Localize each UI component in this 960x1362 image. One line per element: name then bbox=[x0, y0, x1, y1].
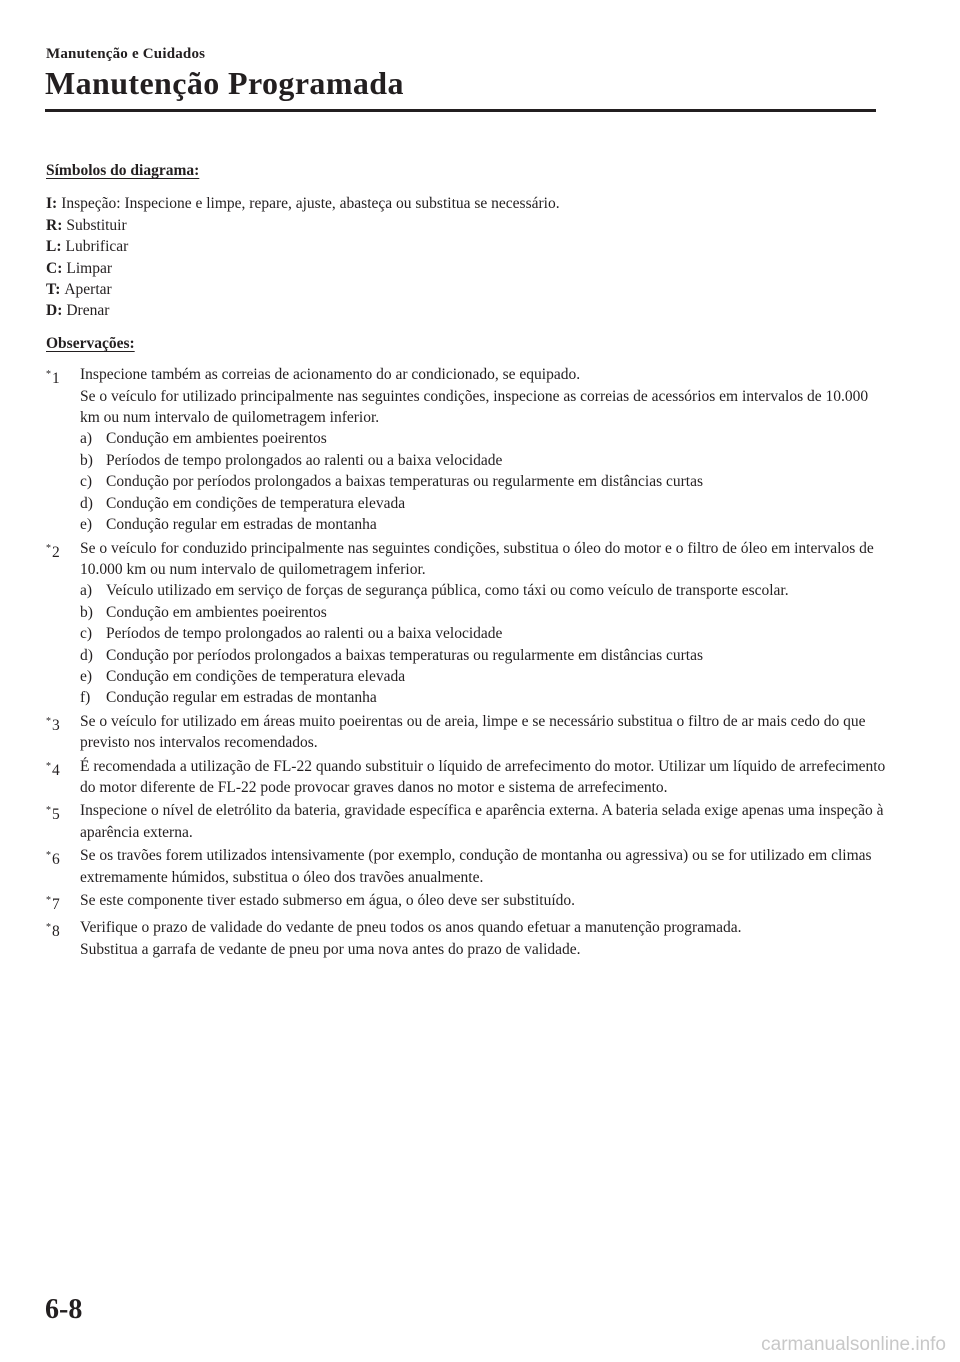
note-text: Substitua a garrafa de vedante de pneu por uma nova antes do prazo de validade. bbox=[80, 940, 581, 958]
note-text: Inspecione também as correias de acionamento do ar condicionado, se equipado. bbox=[80, 366, 581, 384]
note-body bbox=[80, 538, 886, 709]
condition-text: Veículo utilizado em serviço de forças de segurança pública, como táxi ou como veículo de transporte escolar. bbox=[106, 582, 789, 600]
note-asterisk: * bbox=[46, 805, 51, 817]
note-item bbox=[46, 756, 886, 799]
note-marker bbox=[46, 711, 80, 754]
note-item bbox=[46, 917, 886, 960]
note-text: Se os travões forem utilizados intensivamente (por exemplo, condução de montanha ou agressiva) ou se for utilizado em climas extremamente húmidos, substitua o óleo dos travões anualmente. bbox=[80, 847, 872, 886]
notes-heading: Observações: bbox=[46, 334, 135, 352]
note-number: 1 bbox=[52, 370, 60, 388]
condition-item bbox=[80, 471, 886, 492]
symbol-description: Drenar bbox=[66, 302, 110, 320]
symbol-description: Lubrificar bbox=[65, 238, 129, 256]
note-text: É recomendada a utilização de FL-22 quando substituir o líquido de arrefecimento do motor. Utilizar um líquido de arrefecimento do motor diferente de FL-22 pode provocar graves danos no motor e sistema de arrefecimento. bbox=[80, 757, 886, 796]
title-rule bbox=[45, 109, 876, 112]
condition-letter: e) bbox=[80, 516, 93, 534]
note-text: Se o veículo for utilizado principalmente nas seguintes condições, inspecione as correias de acessórios em intervalos de 10.000 km ou num intervalo de quilometragem inferior. bbox=[80, 387, 869, 427]
note-number: 7 bbox=[52, 896, 60, 913]
note-body bbox=[80, 756, 886, 799]
note-text: Se este componente tiver estado submerso em água, o óleo deve ser substituído. bbox=[80, 892, 576, 909]
symbol-description: Limpar bbox=[66, 259, 112, 277]
note-marker bbox=[46, 845, 80, 888]
note-marker bbox=[46, 756, 80, 799]
symbol-row bbox=[46, 258, 886, 279]
condition-item bbox=[80, 514, 886, 535]
page-number: 6-8 bbox=[45, 1294, 83, 1325]
condition-item bbox=[80, 602, 886, 623]
note-number: 8 bbox=[52, 923, 60, 941]
condition-letter: f) bbox=[80, 689, 91, 707]
note-body bbox=[80, 711, 886, 754]
note-asterisk: * bbox=[46, 850, 51, 862]
symbol-key: T: bbox=[46, 281, 61, 299]
condition-letter: d) bbox=[80, 646, 93, 664]
condition-letter: d) bbox=[80, 494, 93, 512]
condition-text: Condução por períodos prolongados a baixas temperaturas ou regularmente em distâncias curtas bbox=[106, 646, 703, 664]
note-body bbox=[80, 890, 886, 915]
note-marker bbox=[46, 800, 80, 843]
note-asterisk: * bbox=[46, 542, 51, 554]
condition-letter: c) bbox=[80, 473, 93, 491]
note-marker bbox=[46, 890, 80, 915]
symbol-row bbox=[46, 279, 886, 300]
note-item bbox=[46, 800, 886, 843]
note-item bbox=[46, 890, 886, 915]
condition-text: Períodos de tempo prolongados ao ralenti ou a baixa velocidade bbox=[106, 625, 503, 643]
condition-item bbox=[80, 623, 886, 644]
note-asterisk: * bbox=[46, 369, 51, 381]
symbol-key: R: bbox=[46, 216, 63, 234]
symbol-description: Inspeção: Inspecione e limpe, repare, ajuste, abasteça ou substitua se necessário. bbox=[61, 195, 560, 213]
condition-text: Condução por períodos prolongados a baixas temperaturas ou regularmente em distâncias curtas bbox=[106, 473, 703, 491]
symbol-row bbox=[46, 236, 886, 257]
condition-text: Condução em condições de temperatura elevada bbox=[106, 494, 406, 512]
symbol-key: L: bbox=[46, 238, 62, 256]
symbol-key: D: bbox=[46, 302, 63, 320]
condition-letter: a) bbox=[80, 582, 93, 600]
symbol-key: I: bbox=[46, 195, 58, 213]
condition-item bbox=[80, 450, 886, 471]
note-marker bbox=[46, 364, 80, 535]
note-body bbox=[80, 845, 886, 888]
condition-text: Condução regular em estradas de montanha bbox=[106, 689, 377, 707]
note-number: 5 bbox=[52, 806, 60, 824]
notes-list bbox=[46, 364, 886, 960]
note-asterisk: * bbox=[46, 922, 51, 934]
note-item bbox=[46, 538, 886, 709]
note-marker bbox=[46, 917, 80, 960]
symbol-description: Substituir bbox=[66, 216, 127, 234]
condition-letter: b) bbox=[80, 603, 93, 621]
watermark-text: carmanualsonline.info bbox=[761, 1334, 946, 1355]
section-label: Manutenção e Cuidados bbox=[46, 46, 206, 62]
symbols-heading: Símbolos do diagrama: bbox=[46, 162, 200, 179]
symbol-row bbox=[46, 215, 886, 236]
note-body bbox=[80, 364, 886, 535]
condition-letter: a) bbox=[80, 430, 93, 448]
condition-item bbox=[80, 493, 886, 514]
note-text: Se o veículo for utilizado em áreas muito poeirentas ou de areia, limpe e se necessário substitua o filtro de ar mais cedo do que previsto nos intervalos recomendados. bbox=[80, 712, 866, 752]
symbol-row bbox=[46, 193, 886, 214]
note-asterisk: * bbox=[46, 760, 51, 772]
condition-text: Condução em ambientes poeirentos bbox=[106, 603, 327, 621]
note-number: 6 bbox=[52, 851, 60, 869]
note-item bbox=[46, 711, 886, 754]
symbol-key: C: bbox=[46, 259, 63, 277]
note-marker bbox=[46, 538, 80, 709]
condition-item bbox=[80, 580, 886, 601]
note-body bbox=[80, 917, 886, 960]
note-text: Verifique o prazo de validade do vedante de pneu todos os anos quando efetuar a manutenção programada. bbox=[80, 919, 742, 937]
note-text: Inspecione o nível de eletrólito da bateria, gravidade específica e aparência externa. A bateria selada exige apenas uma inspeção à aparência externa. bbox=[80, 802, 884, 841]
symbol-row bbox=[46, 300, 886, 321]
condition-text: Condução regular em estradas de montanha bbox=[106, 516, 377, 534]
condition-letter: e) bbox=[80, 667, 93, 685]
note-number: 3 bbox=[52, 716, 60, 734]
condition-letter: c) bbox=[80, 625, 93, 643]
page-title: Manutenção Programada bbox=[45, 65, 404, 101]
symbols-list bbox=[46, 193, 886, 321]
condition-text: Condução em condições de temperatura elevada bbox=[106, 667, 406, 685]
note-body bbox=[80, 800, 886, 843]
note-number: 4 bbox=[52, 761, 60, 779]
condition-item bbox=[80, 687, 886, 708]
condition-text: Condução em ambientes poeirentos bbox=[106, 430, 327, 448]
symbol-description: Apertar bbox=[64, 281, 112, 299]
condition-text: Períodos de tempo prolongados ao ralenti ou a baixa velocidade bbox=[106, 451, 503, 469]
note-asterisk: * bbox=[46, 715, 51, 727]
note-text: Se o veículo for conduzido principalmente nas seguintes condições, substitua o óleo do motor e o filtro de óleo em intervalos de 10.000 km ou num intervalo de quilometragem inferior. bbox=[80, 539, 874, 578]
note-asterisk: * bbox=[46, 895, 51, 906]
condition-item bbox=[80, 645, 886, 666]
page-content bbox=[46, 160, 886, 962]
note-item bbox=[46, 364, 886, 535]
condition-item bbox=[80, 666, 886, 687]
condition-item bbox=[80, 428, 886, 449]
note-item bbox=[46, 845, 886, 888]
note-number: 2 bbox=[52, 543, 60, 561]
condition-letter: b) bbox=[80, 451, 93, 469]
